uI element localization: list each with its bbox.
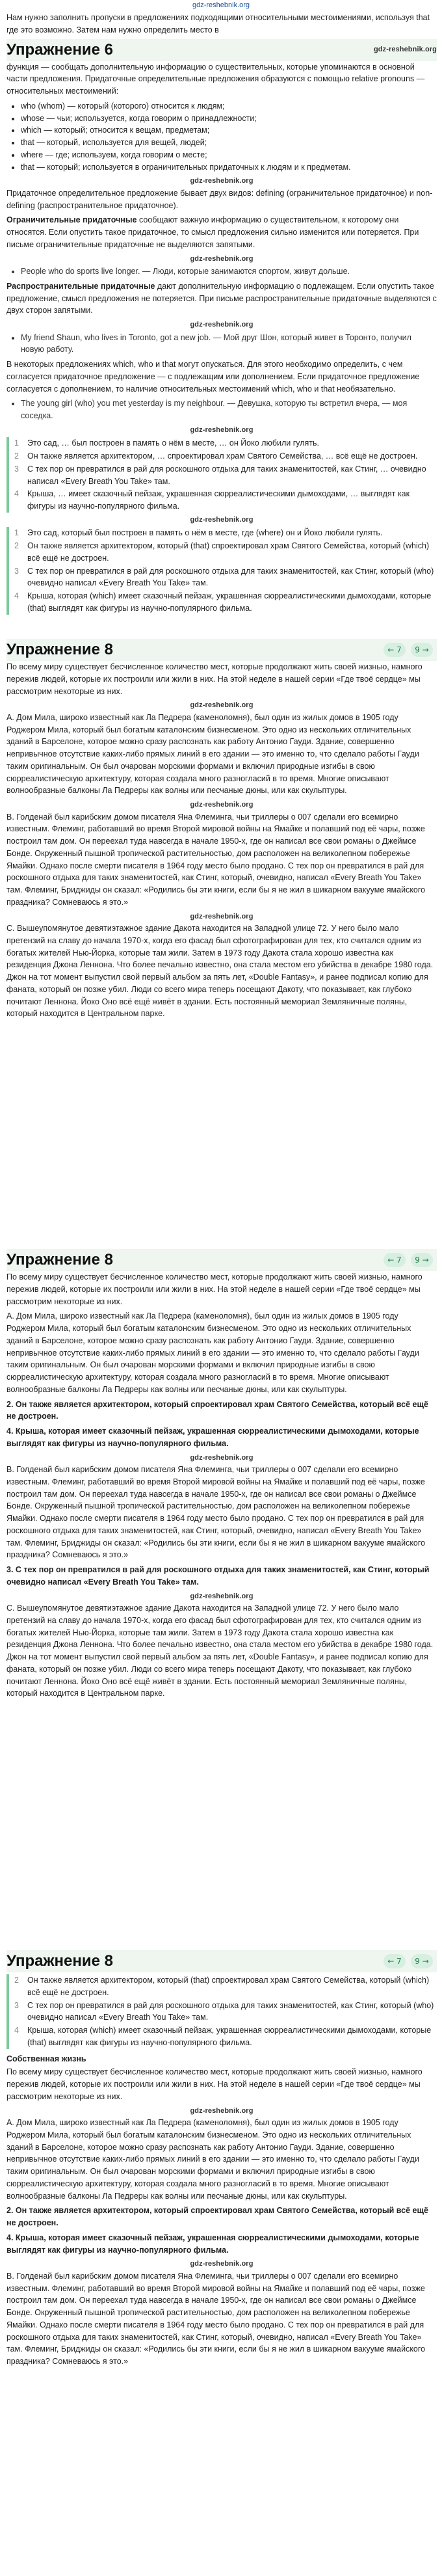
exercise-paragraph: А. Дом Мила, широко известный как Ла Педрера (каменоломня), был один из жилых домов в 1905 году Роджером Мила, который был богатым каталонским бизнесменом. Это одно из нескольких отличительных зданий в Барселоне, которое можно сразу распознать как работу Антонио Гауди. Здание, совершенно непривычное отсутствие каких-либо прямых линий в его здании — это именно то, что сделало работы Гауди таким оригинальным. Он был очарован морскими формами и включил природные изгибы в свою сюрреалистическую архитектуру, которая создала много разногласий в то время. Многие описывают волнообразные балконы Ла Педреры как волны или песчаные дюны, или как скульптуры. (6, 2118, 419, 2201)
list-item: С тех пор он превратился в рай для роскошного отдыха для таких знаменитостей, как Стинг, который (who) очевидно написал «Every Breath You Take» там. (27, 566, 434, 588)
list-item: Крыша, … имеет сказочный пейзаж, украшенная сюрреалистическими дымоходами, … выглядят как фигуры из научно-популярного фильма. (27, 489, 410, 511)
watermark: gdz-reshebnik.org (190, 254, 254, 263)
theory-paragraph: сообщают важную информацию о существительном, к которому они относятся. Если опустить такое придаточное, то смысл предложения сильно изменится или потеряется. При письме ограничительные придаточные не выделяются запятыми. (6, 215, 419, 249)
exercise-header (6, 1249, 437, 1271)
section-heading: Ограничительные придаточные (6, 215, 137, 225)
section-heading: Распространительные придаточные (6, 281, 155, 291)
watermark: gdz-reshebnik.org (190, 1453, 254, 1462)
intro-text: Нам нужно заполнить пропуски в предложениях подходящими относительными местоимениями, используя that где это возможно. Затем нам нужно определить место в (6, 13, 430, 34)
list-item: Это сад, … был построен в память о нём в месте, … он Йоко любили гулять. (27, 438, 320, 448)
watermark: gdz-reshebnik.org (190, 912, 254, 920)
exercise-paragraph: С. Вышеупомянутое девятиэтажное здание Дакота находится на Западной улице 72. У него было мало претензий на славу до начала 1970-х, когда его фасад был сфотографирован для тех, кто считался одним из богатых жителей Нью-Йорка, которые там жили. Затем в 1973 году Дакота стала хорошо известна как резиденция Джона Леннона. Что более печально известно, она стала местом его убийства в декабре 1980 года. Джон на тот момент выпустил свой первый альбом за пять лет, «Double Fantasy», и ранее подписал копию для фаната, который он позже убил. Люди со всего мира теперь посещают Дакоту, что показывает, как глубоко почитают Леннона. Йоко Оно всё ещё живёт в здании. Есть постоянный мемориал Земляничные поляны, который находится в Центральном парке. (6, 1603, 434, 1698)
exercise-paragraph: В. Голденай был карибским домом писателя Яна Флеминга, чьи триллеры о 007 сделали его всемирно известным. Флеминг, работавший во время Второй мировой войны на Ямайке и полавший под её чары, позже построил там дом. Он переехал туда навсегда в начале 1950-х, где он написал все свои романы о Джеймсе Бонде. Окруженный пышной тропической растительностью, дом расположен на великолепном побережье Ямайки. Однако после смерти писателя в 1964 году место было продано. С тех пор он превратился в рай для роскошного отдыха для таких знаменитостей, как Стинг, который, очевидно, написал «Every Breath You Take» там. Флеминг, Бриджиды он сказал: «Родились бы эти книги, если бы я не жил в шикарном вакууме ямайского праздника? Сомневаюсь я это.» (6, 1465, 426, 1560)
section-heading: Собственная жизнь (6, 2054, 86, 2063)
exercise-paragraph: По всему миру существует бесчисленное количество мест, которые продолжают жить своей жизнью, намного пережив людей, которые их построили или жили в них. На этой неделе в нашей серии «Где твоё сердце» мы рассмотрим некоторые из них. (6, 662, 422, 696)
list-item: • that — который; используется в ограничительных придаточных к людям и к предметам. (21, 161, 437, 174)
list-item: • that — который, используется для вещей, людей; (21, 137, 437, 149)
list-item: Он также является архитектором, который (that) спроектировал храм Святого Семейства, который (which) всё ещё не достроен. (27, 541, 430, 563)
watermark: gdz-reshebnik.org (190, 2106, 254, 2115)
pronoun-list (6, 100, 437, 174)
prev-button[interactable]: ← 7 (384, 643, 406, 657)
theory-paragraph: Придаточное определительное предложение бывает двух видов: defining (ограничительное придаточное) и non-defining (распространительное придаточное). (6, 188, 433, 210)
prev-button[interactable]: ← 7 (384, 1253, 406, 1267)
list-item: Крыша, которая (which) имеет сказочный пейзаж, украшенная сюрреалистическими дымоходами, которые (that) выглядят как фигуры из научно-популярного фильма. (27, 2026, 432, 2047)
watermark: gdz-reshebnik.org (190, 321, 254, 329)
exercise-title: Упражнение 8 (6, 1251, 113, 1268)
list-item: Он также является архитектором, который (that) спроектировал храм Святого Семейства, который (which) всё ещё не достроен. (27, 1976, 430, 1997)
watermark: gdz-reshebnik.org (190, 515, 254, 524)
exercise8-panel-a (0, 639, 442, 1244)
list-item: • which — который; относится к вещам, предметам; (21, 124, 437, 137)
exercise-paragraph: С. Вышеупомянутое девятиэтажное здание Дакота находится на Западной улице 72. У него было мало претензий на славу до начала 1970-х, когда его фасад был сфотографирован для тех, кто считался одним из богатых жителей Нью-Йорка, которые там жили. Затем в 1973 году Дакота стала хорошо известна как резиденция Джона Леннона. Что более печально известно, она стала местом его убийства в декабре 1980 года. Джон на тот момент выпустил свой первый альбом за пять лет, «Double Fantasy», и ранее подписал копию для фаната, который он позже убил. Люди со всего мира теперь посещают Дакоту, что показывает, как глубоко почитают Леннона. Йоко Оно всё ещё живёт в здании. Есть постоянный мемориал Земляничные поляны, который находится в Центральном парке. (6, 924, 434, 1019)
answer-list: 2 Он также является архитектором, который (that) спроектировал храм Святого Семейства, который (which) всё ещё не достроен. 3 С тех пор он превратился в рай для роскошного отдыха для таких знаменитостей, как Стинг, который (who) очевидно написал «Every Breath You Take» там. 4 Крыша, которая (which) имеет сказочный пейзаж, украшенная сюрреалистическими дымоходами, которые (that) выглядят как фигуры из научно-популярного фильма. (6, 1974, 437, 2049)
example: • People who do sports live longer. — Люди, которые занимаются спортом, живут дольше. (21, 265, 437, 278)
answer-bold: 4. Крыша, которая имеет сказочный пейзаж, украшенная сюрреалистическими дымоходами, которые выглядят как фигуры из научно-популярного фильма. (6, 1427, 419, 1448)
prev-button[interactable]: ← 7 (384, 1954, 406, 1968)
task-list: 1 Это сад, … был построен в память о нём в месте, … он Йоко любили гулять. 2 Он также является архитектором, … спроектировал храм Святого Семейства, … всё ещё не достроен. 3 С тех пор он превратился в рай для роскошного отдыха для таких знаменитостей, как Стинг, … очевидно написал «Every Breath You Take» там. 4 Крыша, … имеет сказочный пейзаж, украшенная сюрреалистическими дымоходами, … выглядят как фигуры из научно-популярного фильма. (6, 437, 437, 513)
exercise-paragraph: А. Дом Мила, широко известный как Ла Педрера (каменоломня), был один из жилых домов в 1905 году Роджером Мила, который был богатым каталонским бизнесменом. Это одно из нескольких отличительных зданий в Барселоне, которое можно сразу распознать как работу Антонио Гауди. Здание, совершенно непривычное отсутствие каких-либо прямых линий в его здании — это именно то, что сделало работы Гауди таким оригинальным. Он был очарован морскими формами и включил природные изгибы в свою сюрреалистическую архитектуру, которая создала много разногласий в то время. Многие описывают волнообразные балконы Ла Педреры как волны или песчаные дюны, или как скульптуры. (6, 1311, 419, 1394)
list-item: • who (whom) — который (которого) относится к людям; (21, 100, 437, 113)
answer-bold: 2. Он также является архитектором, который спроектировал храм Святого Семейства, который всё ещё не достроен. (6, 2206, 429, 2227)
exercise-paragraph: В. Голденай был карибским домом писателя Яна Флеминга, чьи триллеры о 007 сделали его всемирно известным. Флеминг, работавший во время Второй мировой войны на Ямайке и полавший под её чары, позже построил там дом. Он переехал туда навсегда в начале 1950-х, где он написал все свои романы о Джеймсе Бонде. Окруженный пышной тропической растительностью, дом расположен на великолепном побережье Ямайки. Однако после смерти писателя в 1964 году место было продано. С тех пор он превратился в рай для роскошного отдыха для таких знаменитостей, как Стинг, который, очевидно, написал «Every Breath You Take» там. Флеминг, Бриджиды он сказал: «Родились бы эти книги, если бы я не жил в шикарном вакууме ямайского праздника? Сомневаюсь я это.» (6, 812, 426, 907)
theory-panel (0, 12, 442, 636)
answer-list: 1 Это сад, который был построен в память о нём в месте, где (where) он и Йоко любили гулять. 2 Он также является архитектором, который (that) спроектировал храм Святого Семейства, который (which) всё ещё не достроен. 3 С тех пор он превратился в рай для роскошного отдыха для таких знаменитостей, как Стинг, который (who) очевидно написал «Every Breath You Take» там. 4 Крыша, которая (which) имеет сказочный пейзаж, украшенная сюрреалистическими дымоходами, которые (that) выглядят как фигуры из научно-популярного фильма. (6, 527, 437, 614)
theory-paragraph: В некоторых предложениях which, who и that могут опускаться. Для этого необходимо определить, с чем согласуется придаточное предложение — с подлежащим или дополнением. Если придаточное предложение согласуется с дополнением, то наличие относительных местоимений which, who и that необязательно. (6, 360, 420, 394)
exercise8-panel-c (0, 1950, 442, 2576)
example: • The young girl (who) you met yesterday is my neighbour. — Девушка, которую ты встретил вчера, — моя соседка. (21, 397, 437, 422)
exercise-title: Упражнение 8 (6, 641, 113, 658)
list-item: Он также является архитектором, … спроектировал храм Святого Семейства, … всё ещё не достроен. (27, 451, 418, 461)
exercise-header (6, 1950, 437, 1972)
next-button[interactable]: 9 → (411, 643, 433, 657)
watermark: gdz-reshebnik.org (190, 425, 254, 434)
list-item: С тех пор он превратился в рай для роскошного отдыха для таких знаменитостей, как Стинг, … очевидно написал «Every Breath You Take» там. (27, 464, 426, 486)
exercise-paragraph: В. Голденай был карибским домом писателя Яна Флеминга, чьи триллеры о 007 сделали его всемирно известным. Флеминг, работавший во время Второй мировой войны на Ямайке и полавший под её чары, позже построил там дом. Он переехал туда навсегда в начале 1950-х, где он написал все свои романы о Джеймсе Бонде. Окруженный пышной тропической растительностью, дом расположен на великолепном побережье Ямайки. Однако после смерти писателя в 1964 году место было продано. С тех пор он превратился в рай для роскошного отдыха для таких знаменитостей, как Стинг, который, очевидно, написал «Every Breath You Take» там. Флеминг, Бриджиды он сказал: «Родились бы эти книги, если бы я не жил в шикарном вакууме ямайского праздника? Сомневаюсь я это.» (6, 2271, 426, 2366)
site-header[interactable] (0, 0, 442, 12)
next-button[interactable]: 9 → (411, 1253, 433, 1267)
theory-paragraph: функция — сообщать дополнительную информацию о существительных, которые упоминаются в основной части предложения. Придаточные определительные предложения образуются с помощью relative pronouns — относительных местоимений: (6, 62, 425, 96)
exercise-header (6, 639, 437, 661)
exercise-header (6, 39, 437, 61)
theory-paragraph: дают дополнительную информацию о подлежащем. Если опустить такое предложение, смысл предложения не потеряется. При письме распространительные придаточные выделяются с двух сторон запятыми. (6, 281, 437, 315)
watermark: gdz-reshebnik.org (373, 46, 437, 54)
watermark: gdz-reshebnik.org (190, 1592, 254, 1600)
pager (384, 643, 433, 657)
example: • My friend Shaun, who lives in Toronto, got a new job. — Мой друг Шон, который живет в Торонто, получил новую работу. (21, 332, 437, 356)
site-name[interactable]: gdz-reshebnik.org (192, 1, 250, 9)
list-item: Крыша, которая (which) имеет сказочный пейзаж, украшенная сюрреалистическими дымоходами, которые (that) выглядят как фигуры из научно-популярного фильма. (27, 591, 432, 613)
exercise-paragraph: По всему миру существует бесчисленное количество мест, которые продолжают жить своей жизнью, намного пережив людей, которые их построили или жили в них. На этой неделе в нашей серии «Где твоё сердце» мы рассмотрим некоторые из них. (6, 1272, 422, 1306)
answer-bold: 3. С тех пор он превратился в рай для роскошного отдыха для таких знаменитостей, как Стинг, который очевидно написал «Every Breath You Take» там. (6, 1565, 430, 1587)
watermark: gdz-reshebnik.org (190, 177, 254, 185)
pager (384, 1253, 433, 1267)
exercise-title: Упражнение 6 (6, 40, 113, 59)
exercise-paragraph: А. Дом Мила, широко известный как Ла Педрера (каменоломня), был один из жилых домов в 1905 году Роджером Мила, который был богатым каталонским бизнесменом. Это одно из нескольких отличительных зданий в Барселоне, которое можно сразу распознать как работу Антонио Гауди. Здание, совершенно непривычное отсутствие каких-либо прямых линий в его здании — это именно то, что сделало работы Гауди таким оригинальным. Он был очарован морскими формами и включил природные изгибы в свою сюрреалистическую архитектуру, которая создала много разногласий в то время. Многие описывают волнообразные балконы Ла Педреры как волны или песчаные дюны, или как скульптуры. (6, 712, 419, 796)
answer-bold: 4. Крыша, которая имеет сказочный пейзаж, украшенная сюрреалистическими дымоходами, которые выглядят как фигуры из научно-популярного фильма. (6, 2233, 419, 2255)
watermark: gdz-reshebnik.org (190, 2260, 254, 2268)
next-button[interactable]: 9 → (411, 1954, 433, 1968)
list-item: Это сад, который был построен в память о нём в месте, где (where) он и Йоко любили гулять. (27, 528, 383, 538)
exercise-title: Упражнение 8 (6, 1952, 113, 1970)
watermark: gdz-reshebnik.org (190, 701, 254, 710)
pager (384, 1954, 433, 1968)
list-item: С тех пор он превратился в рай для роскошного отдыха для таких знаменитостей, как Стинг, который (who) очевидно написал «Every Breath You Take» там. (27, 2000, 434, 2022)
list-item: • whose — чьи; используется, когда говорим о принадлежности; (21, 113, 437, 125)
exercise-paragraph: По всему миру существует бесчисленное количество мест, которые продолжают жить своей жизнью, намного пережив людей, которые их построили или жили в них. На этой неделе в нашей серии «Где твоё сердце» мы рассмотрим некоторые из них. (6, 2067, 422, 2101)
exercise8-panel-b (0, 1249, 442, 1945)
list-item: • where — где; используем, когда говорим о месте; (21, 149, 437, 161)
answer-bold: 2. Он также является архитектором, который спроектировал храм Святого Семейства, который всё ещё не достроен. (6, 1399, 429, 1421)
watermark: gdz-reshebnik.org (190, 801, 254, 809)
